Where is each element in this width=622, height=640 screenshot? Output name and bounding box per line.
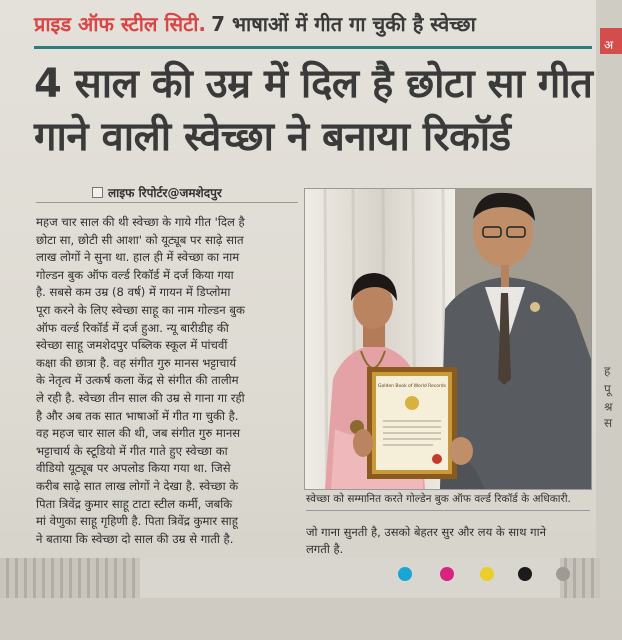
adjacent-column-edge <box>596 0 622 640</box>
kicker-line <box>34 10 594 48</box>
caption-rule <box>306 510 590 511</box>
headline <box>34 58 594 164</box>
body-line: करीब साढ़े सात लाख लोगों ने देखा है. स्वेच्छा के <box>36 478 239 493</box>
registration-dot-black <box>518 567 532 581</box>
body-line: वह महज चार साल की थी, जब संगीत गुरु मानस <box>36 426 241 441</box>
body-line: पिता त्रिवेंद्र कुमार साहू टाटा स्टील कर्मी, जबकि <box>36 496 233 511</box>
photo-illustration <box>305 189 591 489</box>
registration-dot-cyan <box>398 567 412 581</box>
edge-letter: स <box>604 416 613 430</box>
body-line: लाख लोगों ने सुना था. हाल ही में स्वेच्छा का नाम <box>36 250 240 265</box>
byline-text: लाइफ रिपोर्टर@जमशेदपुर <box>108 186 222 200</box>
body-line: वीडियो यूट्यूब पर अपलोड किया गया था. जिसे <box>36 461 231 476</box>
photo-caption: स्वेच्छा को सम्मानित करते गोल्डेन बुक ऑफ वर्ल्ड रिकॉर्ड के अधिकारी. <box>306 493 571 505</box>
byline-marker-icon <box>92 187 103 198</box>
body-line: महज चार साल की थी स्वेच्छा के गाये गीत 'दिल है <box>36 215 245 229</box>
body-line: ले रही है. स्वेच्छा तीन साल की उम्र से गाना गा रही <box>36 390 245 405</box>
body-line: है और अब तक सात भाषाओं में गीत गा चुकी है. <box>36 408 239 423</box>
edge-letter: ह <box>604 364 611 378</box>
pull-quote-line: लगती है. <box>306 542 344 556</box>
article-photo <box>304 188 592 490</box>
body-line: ऑफ वर्ल्ड रिकॉर्ड में दर्ज हुआ. न्यू बारीडीह की <box>36 320 229 335</box>
body-line: भट्टाचार्य के स्टूडियो में गीत गाते हुए स्वेच्छा का <box>36 443 228 458</box>
kicker-subtitle: 7 भाषाओं में गीत गा चुकी है स्वेच्छा <box>211 12 476 36</box>
body-line: छोटा सा, छोटी सी आशा' को यूट्यूब पर साढ़े सात <box>36 232 244 247</box>
kicker-rule <box>34 46 592 49</box>
page-bottom-margin <box>0 598 622 640</box>
body-line: ने बताया कि स्वेच्छा दो साल की उम्र से गाती है. <box>36 531 234 546</box>
edge-letter: अ <box>604 38 614 52</box>
article-body <box>36 214 299 548</box>
byline <box>92 184 222 201</box>
kicker-label: प्राइड ऑफ स्टील सिटी. <box>34 12 207 36</box>
certificate <box>353 367 473 479</box>
headline-line: गाने वाली स्वेच्छा ने बनाया रिकॉर्ड <box>34 114 511 160</box>
print-registration-bar <box>0 558 600 598</box>
byline-rule <box>36 202 298 203</box>
registration-dot-grey <box>556 567 570 581</box>
registration-dot-magenta <box>440 567 454 581</box>
body-line: गोल्डन बुक ऑफ वर्ल्ड रिकॉर्ड में दर्ज किया गया <box>36 267 234 282</box>
pull-quote-line: जो गाना सुनती है, उसको बेहतर सुर और लय के साथ गाने <box>306 525 546 539</box>
body-line: मां वेणुका साहू गृहिणी है. पिता त्रिवेंद्र कुमार साहू <box>36 514 238 529</box>
registration-dot-yellow <box>480 567 494 581</box>
edge-letter: श्र <box>604 400 613 414</box>
pull-quote <box>306 524 590 558</box>
body-line: है. सबसे कम उम्र (8 वर्ष) में गायन में डिप्लोमा <box>36 285 231 300</box>
certificate-title: Golden Book of World Records <box>377 384 447 389</box>
headline-line: 4 साल की उम्र में दिल है छोटा सा गीत <box>34 61 593 107</box>
body-line: स्वेच्छा साहू जमशेदपुर पब्लिक स्कूल में पांचवीं <box>36 338 228 353</box>
edge-letter: पू <box>604 382 611 396</box>
body-line: पूरा करने के लिए स्वेच्छा साहू का नाम गोल्डन बुक <box>36 302 245 317</box>
body-line: के नेतृत्व में उत्कर्ष कला केंद्र से संगीत की तालीम <box>36 373 239 388</box>
body-line: कक्षा की छात्रा है. वह संगीत गुरु मानस भट्टाचार्य <box>36 355 237 370</box>
